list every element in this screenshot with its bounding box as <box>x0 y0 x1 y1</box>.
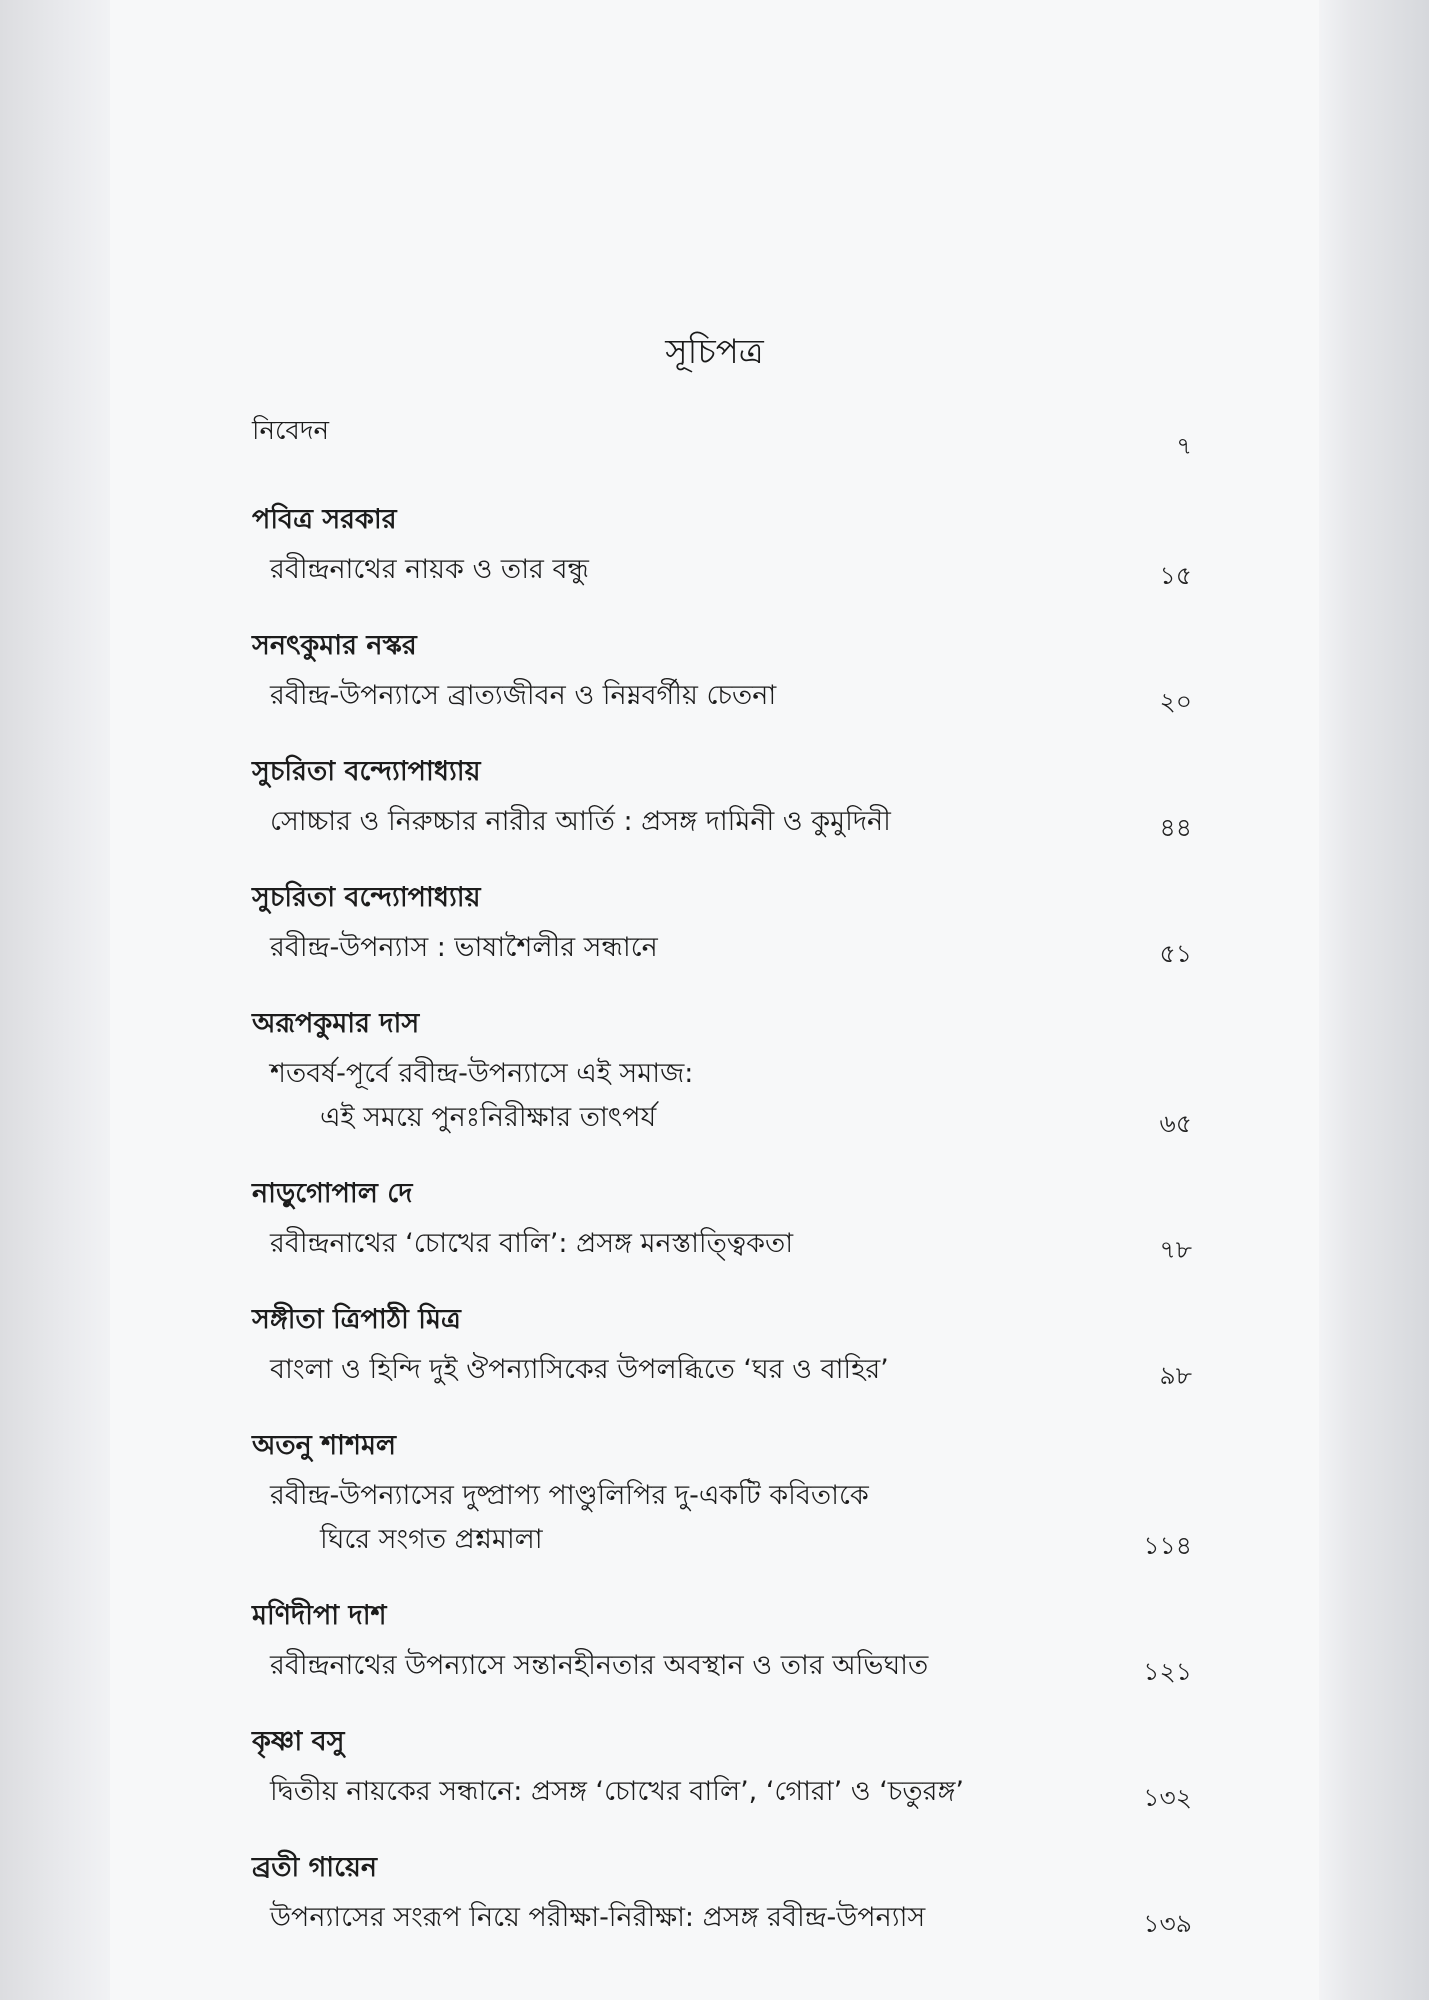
entry-page-number: ১৩৯ <box>1143 1909 1192 1938</box>
entry-title: দ্বিতীয় নায়কের সন্ধানে: প্রসঙ্গ ‘চোখের বালি’, ‘গোরা’ ও ‘চতুরঙ্গ’ <box>270 1776 964 1807</box>
toc-entry[interactable] <box>252 878 1192 970</box>
toc-entry[interactable] <box>252 1848 1192 1940</box>
entry-title: রবীন্দ্রনাথের নায়ক ও তার বন্ধু <box>270 554 589 585</box>
entry-article <box>252 1222 1192 1266</box>
entry-title: রবীন্দ্রনাথের ‘চোখের বালি’: প্রসঙ্গ মনস্তাত্ত্বিকতা <box>270 1228 794 1259</box>
toc-entry[interactable] <box>252 500 1192 592</box>
toc-entry[interactable] <box>252 626 1192 718</box>
entry-article <box>252 1474 1192 1562</box>
entry-title: রবীন্দ্রনাথের উপন্যাসে সন্তানহীনতার অবস্থান ও তার অভিঘাত <box>270 1650 929 1681</box>
entry-author: কৃষ্ণা বসু <box>252 1726 345 1757</box>
entry-title: উপন্যাসের সংরূপ নিয়ে পরীক্ষা-নিরীক্ষা: প্রসঙ্গ রবীন্দ্র-উপন্যাস <box>270 1902 926 1933</box>
entry-title: শতবর্ষ-পূর্বে রবীন্দ্র-উপন্যাসে এই সমাজ: <box>270 1058 694 1089</box>
entry-author: পবিত্র সরকার <box>252 504 397 535</box>
toc-preface[interactable] <box>252 410 1192 466</box>
entry-article <box>252 1348 1192 1392</box>
entry-page-number: ১৫ <box>1159 561 1192 590</box>
toc-entry[interactable] <box>252 1004 1192 1140</box>
entry-author: নাড়ুগোপাল দে <box>252 1178 413 1209</box>
entry-article <box>252 926 1192 970</box>
entry-article <box>252 1896 1192 1940</box>
entry-author: মণিদীপা দাশ <box>252 1600 387 1631</box>
entry-author: অরূপকুমার দাস <box>252 1008 420 1039</box>
page-left-margin <box>0 0 110 2000</box>
entry-title: রবীন্দ্র-উপন্যাসে ব্রাত্যজীবন ও নিম্নবর্গীয় চেতনা <box>270 680 777 711</box>
entry-title: রবীন্দ্র-উপন্যাসের দুষ্প্রাপ্য পাণ্ডুলিপির দু-একটি কবিতাকে <box>270 1480 869 1511</box>
toc-entry[interactable] <box>252 1426 1192 1562</box>
entry-article <box>252 800 1192 844</box>
toc-entry[interactable] <box>252 1596 1192 1688</box>
entry-page-number: ১১৪ <box>1143 1531 1192 1560</box>
entry-author: ব্রতী গায়েন <box>252 1852 377 1883</box>
toc-entry[interactable] <box>252 752 1192 844</box>
toc-entry[interactable] <box>252 1300 1192 1392</box>
entry-title: রবীন্দ্র-উপন্যাস : ভাষাশৈলীর সন্ধানে <box>270 932 658 963</box>
entry-author: অতনু শাশমল <box>252 1430 397 1461</box>
entry-author: সুচরিতা বন্দ্যোপাধ্যায় <box>252 756 481 787</box>
entry-title-continued: এই সময়ে পুনঃনিরীক্ষার তাৎপর্য <box>320 1102 657 1133</box>
entry-title: বাংলা ও হিন্দি দুই ঔপন্যাসিকের উপলব্ধিতে ‘ঘর ও বাহির’ <box>270 1354 889 1385</box>
entry-article <box>252 1644 1192 1688</box>
entry-article <box>252 1052 1192 1140</box>
entry-article <box>252 1770 1192 1814</box>
entry-page-number: ৪৪ <box>1159 813 1192 842</box>
entry-title: সোচ্চার ও নিরুচ্চার নারীর আর্তি : প্রসঙ্গ দামিনী ও কুমুদিনী <box>270 806 891 837</box>
page-right-margin <box>1319 0 1429 2000</box>
entry-page-number: ৬৫ <box>1159 1109 1192 1138</box>
entry-author: সুচরিতা বন্দ্যোপাধ্যায় <box>252 882 481 913</box>
entry-page-number: ১৩২ <box>1143 1783 1192 1812</box>
entry-author: সঙ্গীতা ত্রিপাঠী মিত্র <box>252 1304 461 1335</box>
page-title: সূচিপত্র <box>665 332 764 372</box>
entry-page-number: ১২১ <box>1143 1657 1192 1686</box>
entry-author: সনৎকুমার নস্কর <box>252 630 417 661</box>
entry-page-number: ৫১ <box>1159 939 1192 968</box>
preface-page-number: ৭ <box>1176 432 1192 460</box>
entry-page-number: ৯৮ <box>1159 1361 1192 1390</box>
table-of-contents <box>252 410 1192 1940</box>
entry-page-number: ২০ <box>1159 687 1192 716</box>
toc-entry[interactable] <box>252 1722 1192 1814</box>
entry-article <box>252 674 1192 718</box>
entry-title-continued: ঘিরে সংগত প্রশ্নমালা <box>320 1524 543 1555</box>
entry-article <box>252 548 1192 592</box>
entry-page-number: ৭৮ <box>1159 1235 1192 1264</box>
preface-label: নিবেদন <box>252 416 330 446</box>
toc-entry[interactable] <box>252 1174 1192 1266</box>
